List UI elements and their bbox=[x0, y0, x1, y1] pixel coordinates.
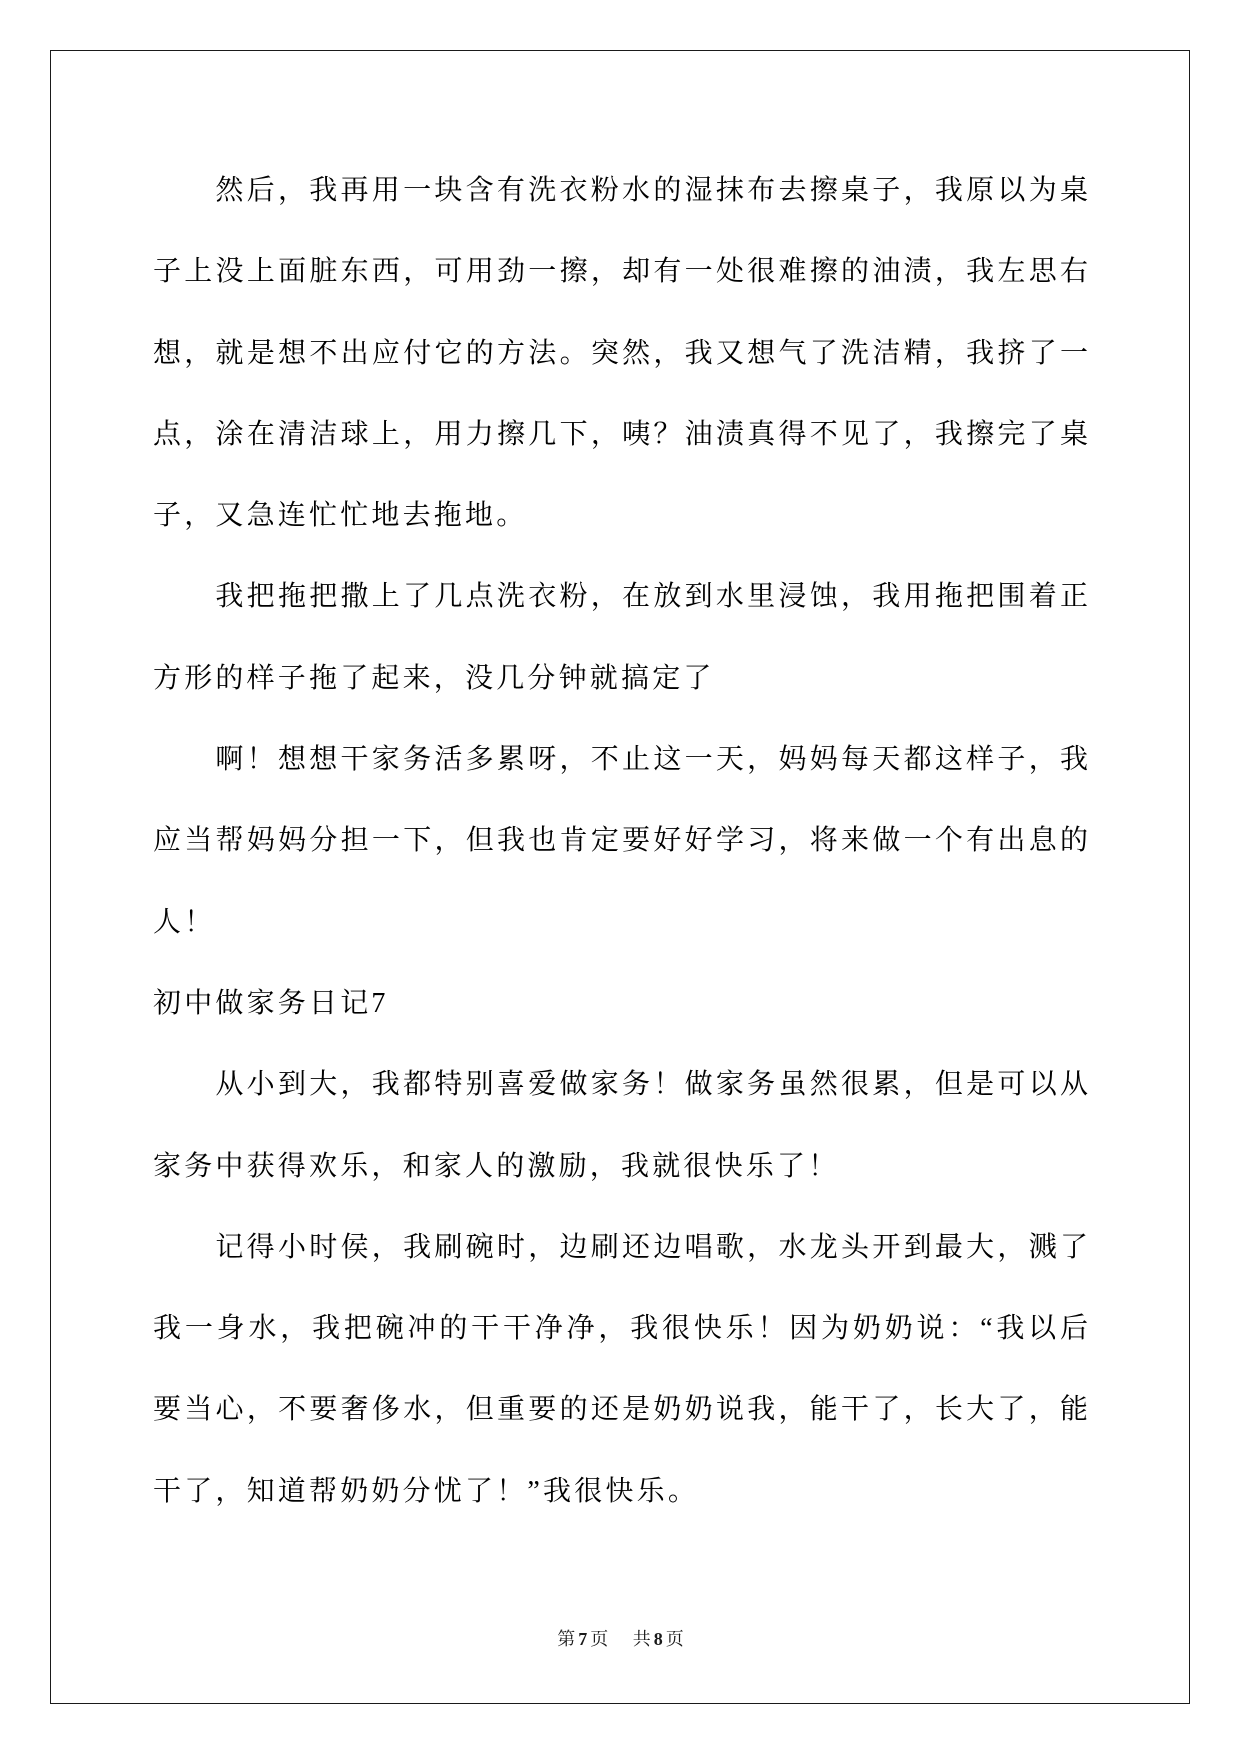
document-body bbox=[153, 150, 1088, 1532]
text-line: 我把拖把撒上了几点洗衣粉，在放到水里浸蚀，我用拖把围着正 bbox=[215, 581, 1088, 613]
text-line: 然后，我再用一块含有洗衣粉水的湿抹布去擦桌子，我原以为桌 bbox=[215, 175, 1088, 206]
text-line: 记得小时侯，我刷碗时，边刷还边唱歌，水龙头开到最大，溅了 bbox=[215, 1231, 1088, 1263]
text-line: 家务中获得欢乐，和家人的激励，我就很快乐了！ bbox=[153, 1150, 840, 1182]
text-line: 子上没上面脏东西，可用劲一擦，却有一处很难擦的油渍，我左思右 bbox=[153, 256, 1088, 288]
text-line: 干了，知道帮奶奶分忧了！”我很快乐。 bbox=[153, 1475, 700, 1507]
page-suffix: 页 bbox=[590, 1629, 609, 1649]
text-line: 啊！想想干家务活多累呀，不止这一天，妈妈每天都这样子，我 bbox=[215, 744, 1088, 776]
paragraph bbox=[153, 556, 1088, 719]
page-number: 7 bbox=[578, 1629, 588, 1649]
paragraph bbox=[153, 1044, 1088, 1207]
text-line: 方形的样子拖了起来，没几分钟就搞定了 bbox=[153, 662, 715, 694]
page-prefix: 第 bbox=[557, 1629, 576, 1649]
paragraph bbox=[153, 1207, 1088, 1532]
entry-title: 初中做家务日记7 bbox=[153, 987, 389, 1019]
paragraph bbox=[153, 150, 1088, 556]
text-line: 从小到大，我都特别喜爱做家务！做家务虽然很累，但是可以从 bbox=[215, 1069, 1088, 1101]
paragraph bbox=[153, 719, 1088, 963]
text-line: 应当帮妈妈分担一下，但我也肯定要好好学习，将来做一个有出息的 bbox=[153, 825, 1088, 857]
current-page-label bbox=[557, 1629, 613, 1649]
text-line: 要当心，不要奢侈水，但重要的还是奶奶说我，能干了，长大了，能 bbox=[153, 1394, 1088, 1426]
text-line: 人！ bbox=[153, 906, 216, 938]
total-pages: 8 bbox=[653, 1629, 663, 1649]
text-line: 子，又急连忙忙地去拖地。 bbox=[153, 500, 528, 532]
total-suffix: 页 bbox=[665, 1629, 684, 1649]
text-line: 想，就是想不出应付它的方法。突然，我又想气了洗洁精，我挤了一 bbox=[153, 337, 1088, 369]
text-line: 点，涂在清洁球上，用力擦几下，咦？油渍真得不见了，我擦完了桌 bbox=[153, 418, 1088, 450]
text-line: 我一身水，我把碗冲的干干净净，我很快乐！因为奶奶说：“我以后 bbox=[153, 1313, 1088, 1345]
total-pages-label bbox=[633, 1629, 684, 1649]
page-footer bbox=[0, 1626, 1241, 1652]
total-prefix: 共 bbox=[632, 1629, 651, 1649]
